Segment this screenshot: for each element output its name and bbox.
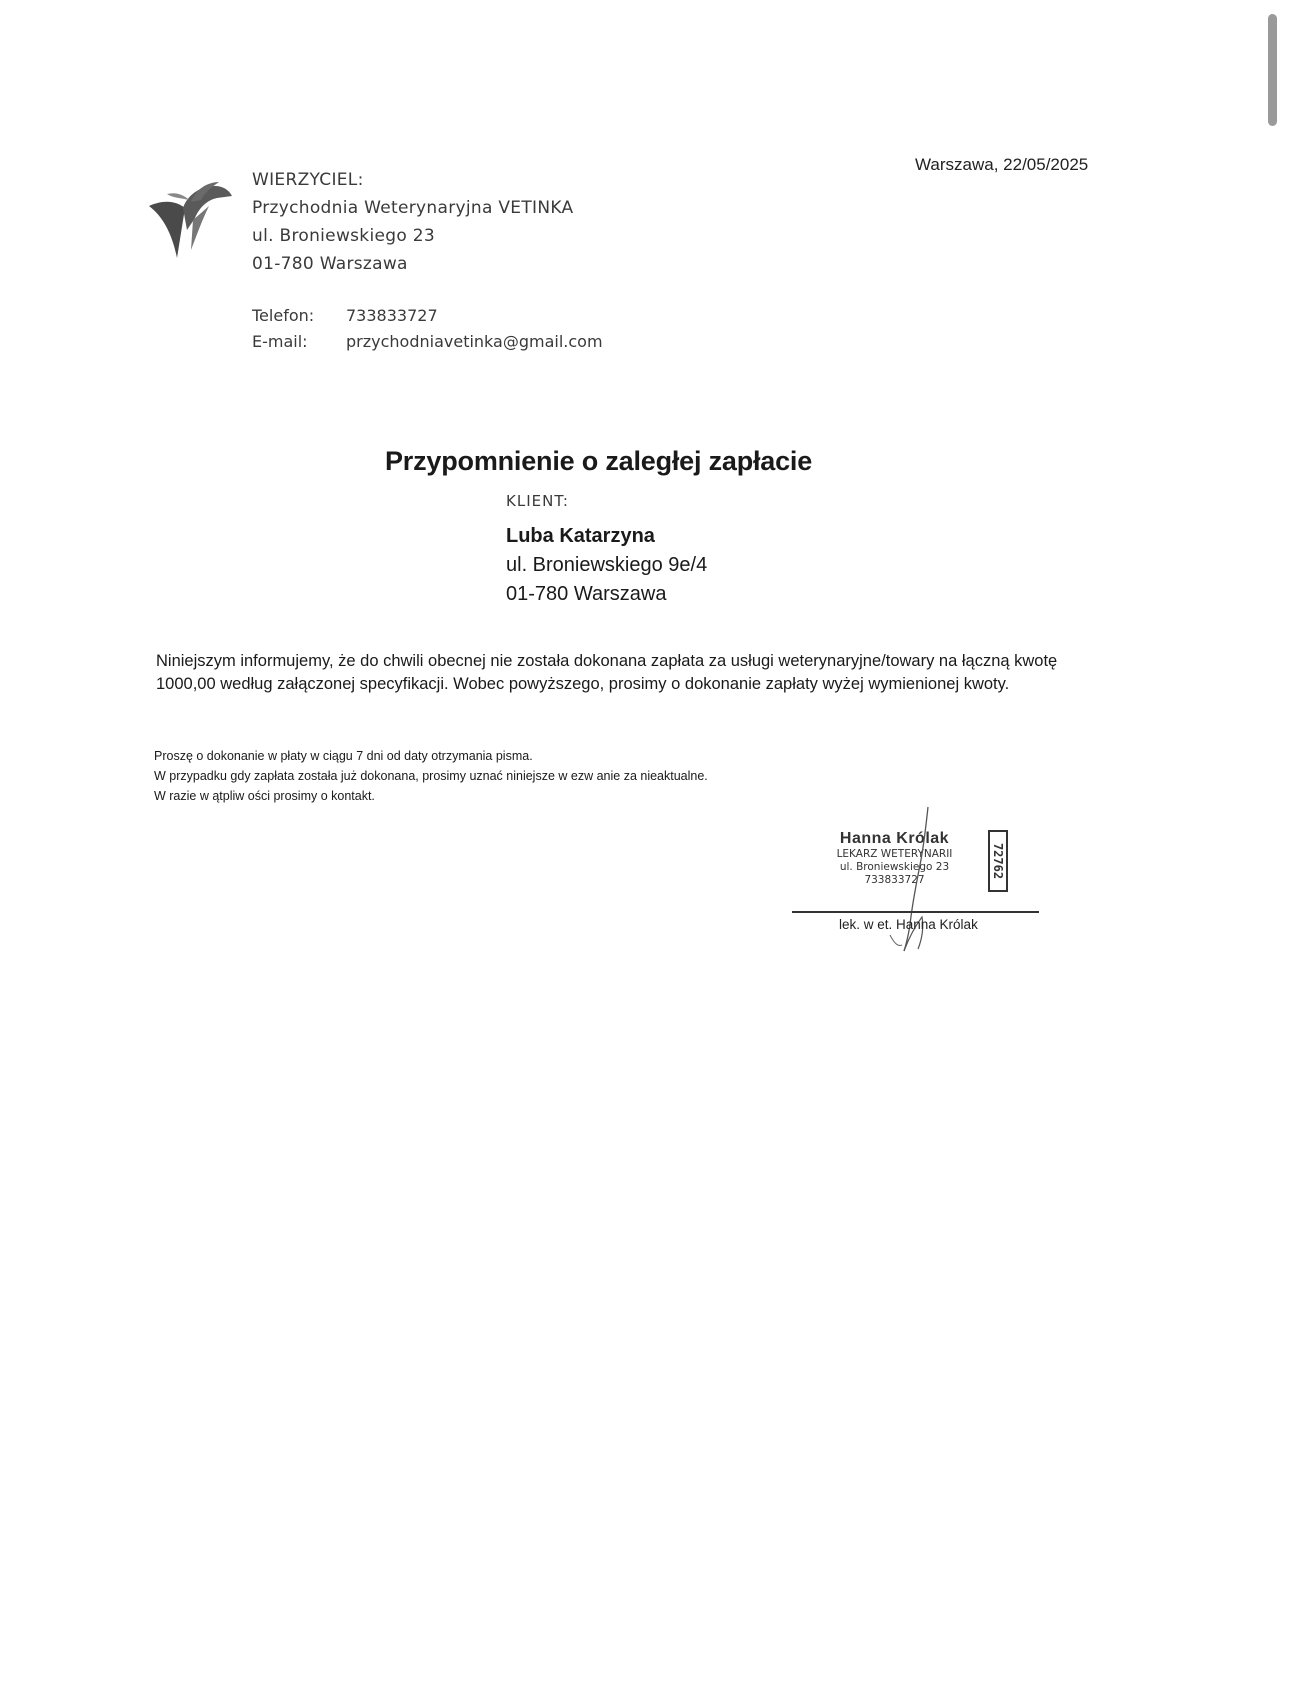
page-title: Przypomnienie o zaległej zapłacie — [385, 446, 813, 476]
client-name: Luba Katarzyna — [506, 525, 655, 547]
contact-block — [252, 303, 603, 355]
phone-value: 733833727 — [346, 306, 438, 325]
scrollbar-thumb[interactable] — [1268, 14, 1277, 126]
stamp-license-number: 72762 — [991, 842, 1005, 880]
creditor-name: Przychodnia Weterynaryjna VETINKA — [252, 198, 574, 218]
body-paragraph: Niniejszym informujemy, że do chwili obecnej nie została dokonana zapłata za usługi weterynaryjne/towary na łączną kwotę 1000,00 według załączonej specyfikacji. Wobec powyższego, prosimy o dokonanie zapłaty wyżej wymienionej kwoty. — [156, 652, 1058, 693]
stamp-name: Hanna Królak — [839, 830, 950, 847]
client-label: KLIENT: — [506, 492, 569, 510]
email-label: E-mail: — [252, 332, 308, 351]
email-value: przychodniavetinka@gmail.com — [346, 332, 603, 351]
document-date: Warszawa, 22/05/2025 — [915, 155, 1089, 174]
client-street: ul. Broniewskiego 9e/4 — [506, 554, 708, 576]
stamp-license-box — [988, 830, 1008, 892]
stamp-title: LEKARZ WETERYNARII — [836, 848, 953, 860]
creditor-label: WIERZYCIEL: — [252, 170, 364, 190]
note-contact: W razie w ątpliw ości prosimy o kontakt. — [154, 789, 375, 803]
email-row — [252, 329, 603, 355]
creditor-block — [252, 166, 573, 278]
note-already-paid: W przypadku gdy zapłata została już dokonana, prosimy uznać niniejsze w ezw anie za nieaktualne. — [154, 769, 708, 783]
phone-row — [252, 303, 603, 329]
note-payment-deadline: Proszę o dokonanie w płaty w ciągu 7 dni od daty otrzymania pisma. — [154, 749, 533, 763]
notes-block — [154, 746, 708, 806]
vetinka-logo-icon — [147, 178, 237, 263]
client-city: 01-780 Warszawa — [506, 583, 667, 605]
client-block — [506, 522, 707, 609]
handwritten-signature-icon — [880, 805, 950, 955]
signature-line — [792, 911, 1039, 913]
stamp-street: ul. Broniewskiego 23 — [839, 861, 950, 873]
phone-label: Telefon: — [252, 306, 315, 325]
creditor-city: 01-780 Warszawa — [252, 254, 408, 274]
creditor-street: ul. Broniewskiego 23 — [252, 226, 435, 246]
signature-caption: lek. w et. Hanna Królak — [839, 917, 978, 932]
stamp-phone: 733833727 — [864, 874, 925, 886]
